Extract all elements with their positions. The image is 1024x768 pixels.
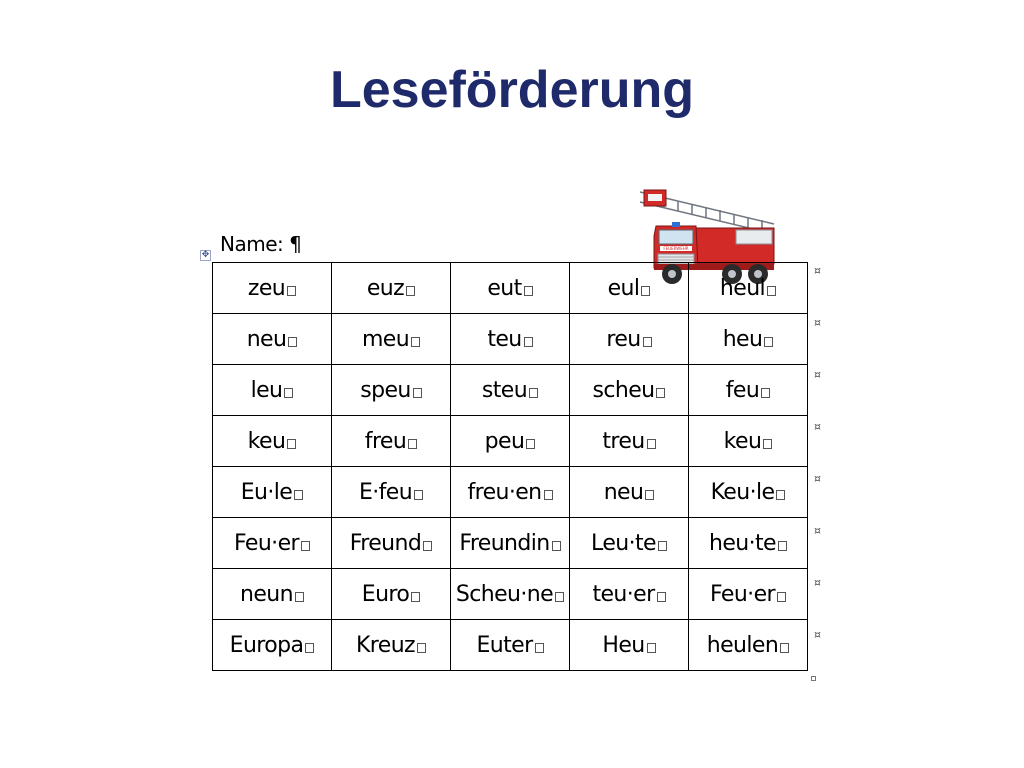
cell-end-mark	[414, 490, 423, 500]
cell-end-mark	[761, 388, 770, 398]
word-text: neun	[240, 581, 293, 607]
word-cell[interactable]	[213, 518, 332, 569]
cell-end-mark	[763, 439, 772, 449]
row-end-mark: ¤	[814, 368, 821, 381]
cell-end-mark	[535, 643, 544, 653]
word-cell[interactable]	[570, 518, 689, 569]
word-text: freu·en	[467, 479, 542, 505]
word-text: eul	[607, 275, 640, 301]
table-row	[213, 263, 808, 314]
cell-end-mark	[287, 439, 296, 449]
cell-end-mark	[423, 541, 432, 551]
word-text: neu	[246, 326, 287, 352]
cell-end-mark	[411, 337, 420, 347]
word-cell[interactable]	[332, 569, 451, 620]
word-cell[interactable]	[451, 314, 570, 365]
word-cell[interactable]	[689, 518, 808, 569]
word-cell[interactable]	[332, 416, 451, 467]
cell-end-mark	[776, 490, 785, 500]
word-cell[interactable]	[451, 467, 570, 518]
word-text: Feu·er	[710, 581, 775, 607]
cell-end-mark	[411, 592, 420, 602]
word-cell[interactable]	[213, 467, 332, 518]
word-cell[interactable]	[451, 416, 570, 467]
word-text: Heu	[602, 632, 645, 658]
word-table	[212, 262, 808, 671]
word-cell[interactable]	[213, 263, 332, 314]
word-cell[interactable]	[689, 569, 808, 620]
word-text: scheu	[592, 377, 655, 403]
cell-end-mark	[645, 490, 654, 500]
cell-end-mark	[555, 592, 564, 602]
table-move-handle-icon[interactable]: ✥	[201, 250, 210, 260]
word-cell[interactable]	[332, 263, 451, 314]
cell-end-mark	[417, 643, 426, 653]
cell-end-mark	[294, 490, 303, 500]
word-text: keu	[723, 428, 762, 454]
word-cell[interactable]	[213, 620, 332, 671]
word-text: heu	[722, 326, 763, 352]
row-end-mark: ¤	[814, 472, 821, 485]
word-text: freu	[364, 428, 407, 454]
word-cell[interactable]	[689, 263, 808, 314]
word-text: leu	[250, 377, 283, 403]
word-text: Scheu·ne	[455, 581, 554, 607]
word-cell[interactable]	[332, 620, 451, 671]
cell-end-mark	[526, 439, 535, 449]
word-text: Leu·te	[591, 530, 656, 556]
row-end-mark: ¤	[814, 316, 821, 329]
word-text: meu	[361, 326, 410, 352]
cell-end-mark	[658, 541, 667, 551]
word-cell[interactable]	[451, 263, 570, 314]
word-cell[interactable]	[213, 569, 332, 620]
word-text: euz	[366, 275, 405, 301]
row-end-mark: ¤	[814, 628, 821, 641]
word-text: heu·te	[709, 530, 776, 556]
word-text: Euter	[476, 632, 533, 658]
cell-end-mark	[777, 592, 786, 602]
word-cell[interactable]	[451, 620, 570, 671]
word-cell[interactable]	[332, 314, 451, 365]
word-text: feu	[725, 377, 760, 403]
name-label: Name: ¶	[220, 232, 302, 256]
row-end-mark: ¤	[814, 264, 821, 277]
word-text: E·feu	[358, 479, 413, 505]
word-text: heulen	[706, 632, 779, 658]
word-text: teu	[487, 326, 522, 352]
truck-label: FEUERWEHR	[663, 246, 689, 251]
word-text: Eu·le	[240, 479, 293, 505]
cell-end-mark	[295, 592, 304, 602]
word-cell[interactable]	[332, 467, 451, 518]
word-text: peu	[484, 428, 525, 454]
word-text: reu	[606, 326, 641, 352]
table-row	[213, 365, 808, 416]
word-text: Europa	[229, 632, 304, 658]
table-row	[213, 518, 808, 569]
cell-end-mark	[305, 643, 314, 653]
cell-end-mark	[780, 643, 789, 653]
cell-end-mark	[529, 388, 538, 398]
word-cell[interactable]	[451, 365, 570, 416]
word-cell[interactable]	[332, 365, 451, 416]
word-text: eut	[487, 275, 522, 301]
word-cell[interactable]	[570, 620, 689, 671]
cell-end-mark	[552, 541, 561, 551]
word-text: zeu	[247, 275, 286, 301]
word-cell[interactable]	[689, 365, 808, 416]
word-text: neu	[603, 479, 644, 505]
word-text: steu	[481, 377, 528, 403]
cell-end-mark	[767, 286, 776, 296]
word-cell[interactable]	[570, 569, 689, 620]
cell-end-mark	[524, 337, 533, 347]
cell-end-mark	[301, 541, 310, 551]
word-cell[interactable]	[332, 518, 451, 569]
word-cell[interactable]	[689, 416, 808, 467]
word-text: treu	[602, 428, 645, 454]
cell-end-mark	[647, 439, 656, 449]
word-text: teu·er	[592, 581, 655, 607]
cell-end-mark	[656, 388, 665, 398]
word-cell[interactable]	[213, 314, 332, 365]
cell-end-mark	[544, 490, 553, 500]
table-row	[213, 569, 808, 620]
word-cell[interactable]	[689, 314, 808, 365]
cell-end-mark	[647, 643, 656, 653]
table-row	[213, 314, 808, 365]
cell-end-mark	[641, 286, 650, 296]
word-cell[interactable]	[451, 569, 570, 620]
word-cell[interactable]	[570, 365, 689, 416]
cell-end-mark	[284, 388, 293, 398]
row-end-mark: ¤	[814, 420, 821, 433]
table-row	[213, 467, 808, 518]
row-end-mark: ¤	[814, 524, 821, 537]
cell-end-mark	[778, 541, 787, 551]
word-cell[interactable]	[689, 620, 808, 671]
word-cell[interactable]	[570, 467, 689, 518]
word-cell[interactable]	[451, 518, 570, 569]
word-text: Freund	[349, 530, 422, 556]
word-text: Keu·le	[710, 479, 775, 505]
word-text: Euro	[361, 581, 410, 607]
word-text: Freundin	[459, 530, 550, 556]
cell-end-mark	[413, 388, 422, 398]
table-row	[213, 416, 808, 467]
word-cell[interactable]	[213, 416, 332, 467]
word-cell[interactable]	[570, 314, 689, 365]
cell-end-mark	[643, 337, 652, 347]
word-text: heul	[719, 275, 766, 301]
cell-end-mark	[657, 592, 666, 602]
cell-end-mark	[524, 286, 533, 296]
word-cell[interactable]	[213, 365, 332, 416]
word-cell[interactable]	[689, 467, 808, 518]
cell-end-mark	[764, 337, 773, 347]
cell-end-mark	[408, 439, 417, 449]
word-text: keu	[247, 428, 286, 454]
row-end-marks	[814, 262, 828, 678]
table-row	[213, 620, 808, 671]
cell-end-mark	[288, 337, 297, 347]
word-cell[interactable]	[570, 263, 689, 314]
word-text: Kreuz	[355, 632, 415, 658]
cell-end-mark	[406, 286, 415, 296]
word-text: Feu·er	[234, 530, 299, 556]
page-title: Leseförderung	[329, 61, 695, 119]
cell-end-mark	[287, 286, 296, 296]
word-cell[interactable]	[570, 416, 689, 467]
row-end-mark: ¤	[814, 576, 821, 589]
table-end-mark	[811, 676, 816, 681]
word-text: speu	[360, 377, 411, 403]
